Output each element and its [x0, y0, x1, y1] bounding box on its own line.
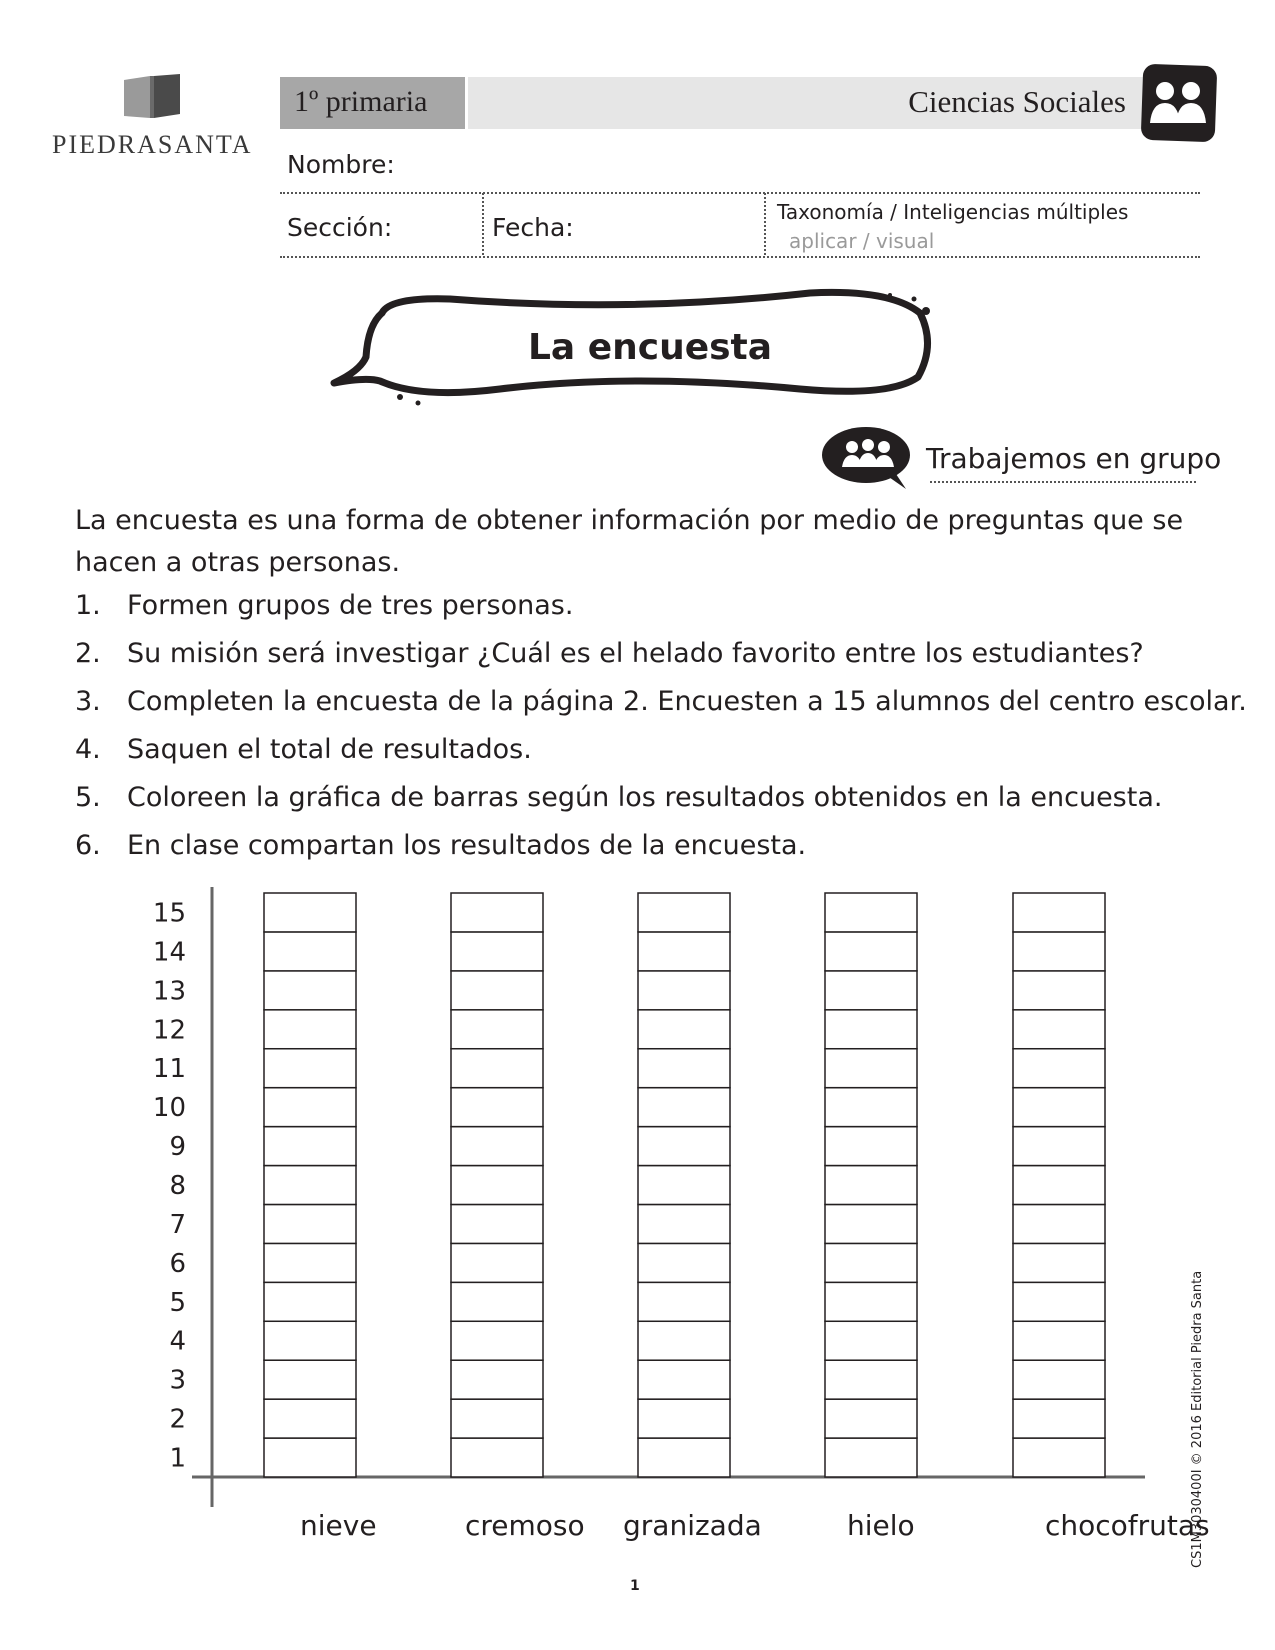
- group-speech-bubble-icon: [820, 425, 916, 491]
- taxonomy-values: aplicar / visual: [789, 229, 935, 253]
- steps-list: [75, 590, 1247, 870]
- bar-cell-cremoso: [451, 971, 543, 1010]
- bar-cell-nieve: [264, 1243, 356, 1282]
- bar-cell-hielo: [825, 1204, 917, 1243]
- bar-cell-cremoso: [451, 1360, 543, 1399]
- book-logo-icon: [122, 72, 182, 122]
- x-category-label: granizada: [623, 1509, 762, 1542]
- copyright-text: CS1M3030400I © 2016 Editorial Piedra Santa: [1190, 1270, 1205, 1568]
- step-text: Completen la encuesta de la página 2. Encuesten a 15 alumnos del centro escolar.: [127, 686, 1247, 717]
- bar-cell-granizada: [638, 971, 730, 1010]
- bar-cell-granizada: [638, 1204, 730, 1243]
- step-number: 6.: [75, 830, 101, 861]
- bar-cell-granizada: [638, 1010, 730, 1049]
- bar-cell-hielo: [825, 971, 917, 1010]
- taxonomy-label: Taxonomía / Inteligencias múltiples: [777, 200, 1129, 224]
- y-tick-label: 3: [169, 1365, 186, 1396]
- subject-label: Ciencias Sociales: [908, 84, 1126, 119]
- bar-cell-chocofrutas: [1013, 971, 1105, 1010]
- bar-cell-cremoso: [451, 1243, 543, 1282]
- bar-cell-hielo: [825, 1127, 917, 1166]
- bar-cell-chocofrutas: [1013, 893, 1105, 932]
- bar-cell-chocofrutas: [1013, 1399, 1105, 1438]
- name-label: Nombre:: [287, 150, 395, 179]
- step-number: 3.: [75, 686, 101, 717]
- bar-cell-hielo: [825, 893, 917, 932]
- y-tick-label: 9: [169, 1132, 186, 1163]
- group-label-underline: [930, 481, 1196, 483]
- bar-cell-hielo: [825, 1010, 917, 1049]
- bar-cell-hielo: [825, 1049, 917, 1088]
- y-tick-label: 7: [169, 1209, 186, 1240]
- bar-cell-chocofrutas: [1013, 1282, 1105, 1321]
- step-text: Saquen el total de resultados.: [127, 734, 532, 765]
- bar-cell-cremoso: [451, 1438, 543, 1477]
- bar-cell-chocofrutas: [1013, 1166, 1105, 1205]
- bar-cell-granizada: [638, 1360, 730, 1399]
- bar-cell-nieve: [264, 1204, 356, 1243]
- bar-cell-chocofrutas: [1013, 1438, 1105, 1477]
- bar-cell-chocofrutas: [1013, 1243, 1105, 1282]
- bar-cell-cremoso: [451, 1049, 543, 1088]
- form-divider: [764, 193, 766, 255]
- bar-cell-nieve: [264, 1127, 356, 1166]
- bar-cell-chocofrutas: [1013, 1204, 1105, 1243]
- bar-cell-hielo: [825, 932, 917, 971]
- bar-cell-granizada: [638, 932, 730, 971]
- bar-cell-nieve: [264, 1360, 356, 1399]
- grade-box: [280, 77, 465, 129]
- y-tick-label: 12: [152, 1015, 186, 1046]
- bar-cell-hielo: [825, 1243, 917, 1282]
- activity-title: La encuesta: [527, 327, 773, 368]
- bar-cell-granizada: [638, 1282, 730, 1321]
- y-tick-label: 1: [169, 1443, 186, 1474]
- page-number: 1: [630, 1578, 640, 1594]
- bar-cell-hielo: [825, 1166, 917, 1205]
- bar-cell-granizada: [638, 1127, 730, 1166]
- bar-cell-nieve: [264, 1088, 356, 1127]
- bar-cell-nieve: [264, 1166, 356, 1205]
- bar-cell-granizada: [638, 893, 730, 932]
- y-tick-label: 6: [169, 1248, 186, 1279]
- y-tick-label: 13: [152, 976, 186, 1007]
- group-work-label: Trabajemos en grupo: [926, 442, 1222, 475]
- bar-cell-granizada: [638, 1166, 730, 1205]
- form-divider: [482, 193, 484, 255]
- date-label: Fecha:: [492, 213, 574, 242]
- bar-cell-chocofrutas: [1013, 1010, 1105, 1049]
- step-number: 2.: [75, 638, 101, 669]
- bar-cell-cremoso: [451, 1166, 543, 1205]
- bar-cell-nieve: [264, 1321, 356, 1360]
- group-people-icon: [1138, 61, 1220, 145]
- bar-cell-nieve: [264, 932, 356, 971]
- y-tick-label: 4: [169, 1326, 186, 1357]
- bar-cell-nieve: [264, 1049, 356, 1088]
- publisher-logo: [52, 72, 252, 162]
- bar-cell-granizada: [638, 1088, 730, 1127]
- bar-cell-hielo: [825, 1282, 917, 1321]
- bar-cell-cremoso: [451, 1399, 543, 1438]
- bar-cell-granizada: [638, 1438, 730, 1477]
- bar-cell-chocofrutas: [1013, 1127, 1105, 1166]
- bar-cell-cremoso: [451, 1282, 543, 1321]
- form-bottom-line: [280, 256, 1200, 258]
- bar-cell-cremoso: [451, 1321, 543, 1360]
- bar-cell-nieve: [264, 1282, 356, 1321]
- y-tick-label: 10: [152, 1093, 186, 1124]
- name-underline: [280, 192, 1200, 194]
- y-tick-label: 5: [169, 1287, 186, 1318]
- x-category-label: chocofrutas: [1045, 1509, 1210, 1542]
- bar-cell-cremoso: [451, 1088, 543, 1127]
- bar-cell-granizada: [638, 1321, 730, 1360]
- bar-cell-cremoso: [451, 1010, 543, 1049]
- bar-cell-granizada: [638, 1399, 730, 1438]
- bar-cell-hielo: [825, 1399, 917, 1438]
- step-text: En clase compartan los resultados de la encuesta.: [127, 830, 807, 861]
- bar-cell-nieve: [264, 1399, 356, 1438]
- step-text: Su misión será investigar ¿Cuál es el helado favorito entre los estudiantes?: [127, 638, 1144, 669]
- bar-cell-hielo: [825, 1360, 917, 1399]
- bar-cell-granizada: [638, 1243, 730, 1282]
- bar-cell-chocofrutas: [1013, 1321, 1105, 1360]
- bar-cell-cremoso: [451, 932, 543, 971]
- y-tick-label: 11: [152, 1054, 186, 1085]
- y-tick-label: 14: [152, 937, 186, 968]
- bar-cell-nieve: [264, 893, 356, 932]
- bar-cell-nieve: [264, 1438, 356, 1477]
- step-text: Formen grupos de tres personas.: [127, 590, 574, 621]
- subject-bar: [468, 77, 1148, 129]
- step-number: 5.: [75, 782, 101, 813]
- grade-label: 1º primaria: [294, 85, 428, 118]
- step-number: 1.: [75, 590, 101, 621]
- x-category-label: cremoso: [465, 1509, 585, 1542]
- bar-cell-nieve: [264, 971, 356, 1010]
- section-label: Sección:: [287, 213, 393, 242]
- intro-text-line: La encuesta es una forma de obtener información por medio de preguntas que se: [75, 505, 1184, 536]
- bar-cell-cremoso: [451, 1127, 543, 1166]
- bar-cell-hielo: [825, 1438, 917, 1477]
- y-tick-label: 8: [169, 1171, 186, 1201]
- bar-cell-cremoso: [451, 1204, 543, 1243]
- bar-cell-nieve: [264, 1010, 356, 1049]
- step-text: Coloreen la gráfica de barras según los resultados obtenidos en la encuesta.: [127, 782, 1163, 813]
- bar-cell-cremoso: [451, 893, 543, 932]
- bar-cell-granizada: [638, 1049, 730, 1088]
- bar-cell-chocofrutas: [1013, 1360, 1105, 1399]
- bar-cell-chocofrutas: [1013, 1088, 1105, 1127]
- y-tick-label: 2: [169, 1404, 186, 1435]
- logo-text: PIEDRASANTA: [52, 130, 253, 159]
- bar-cell-hielo: [825, 1321, 917, 1360]
- step-number: 4.: [75, 734, 101, 765]
- y-tick-label: 15: [152, 898, 186, 929]
- bar-cell-hielo: [825, 1088, 917, 1127]
- bar-cell-chocofrutas: [1013, 932, 1105, 971]
- x-category-label: hielo: [847, 1509, 915, 1542]
- bar-cell-chocofrutas: [1013, 1049, 1105, 1088]
- intro-text-line: hacen a otras personas.: [75, 547, 401, 578]
- x-category-label: nieve: [300, 1509, 377, 1542]
